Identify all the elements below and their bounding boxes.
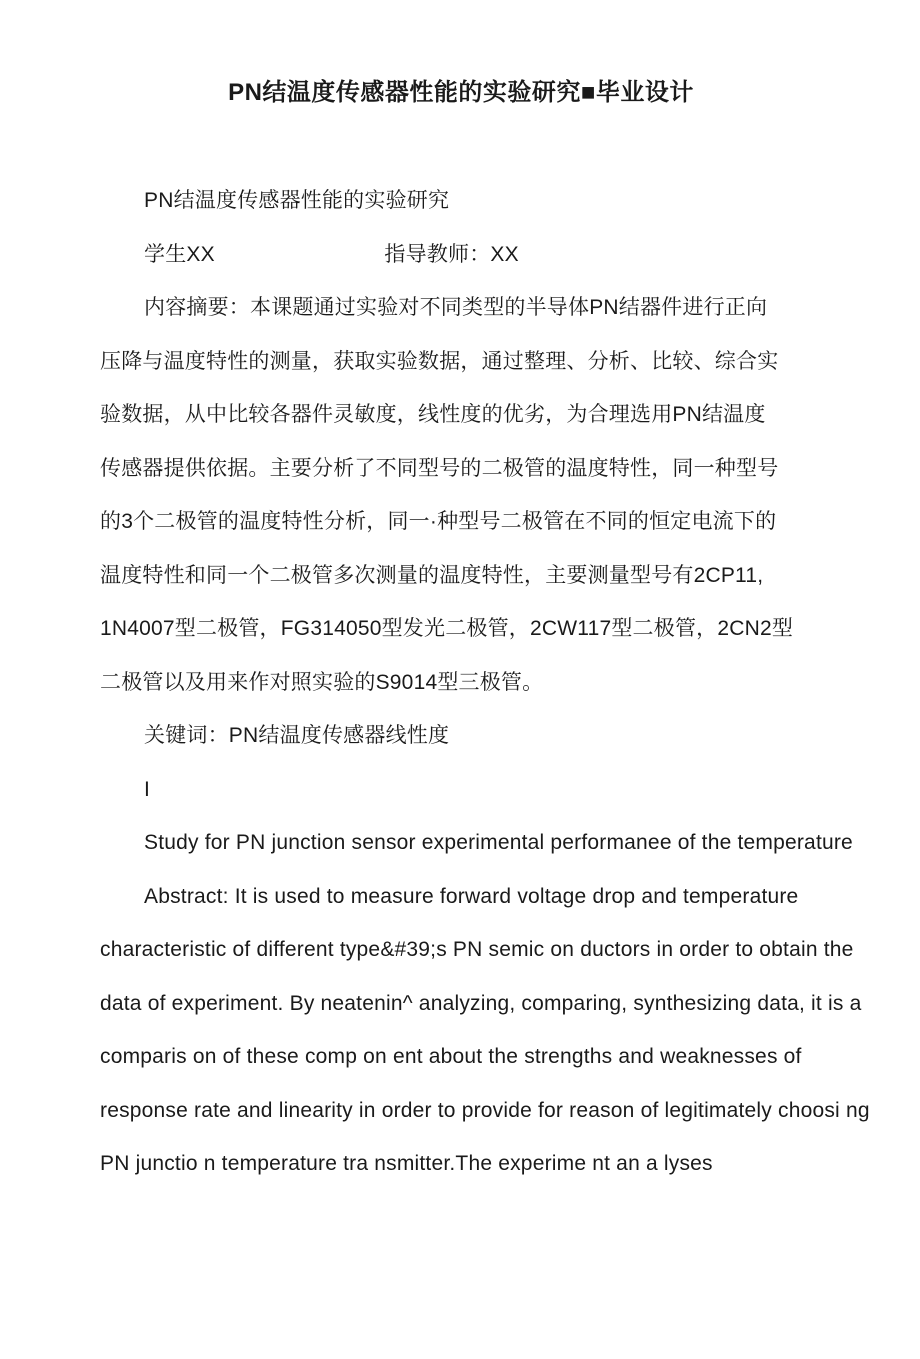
text-line-11: 关键词：PN结温度传感器线性度 — [144, 724, 450, 747]
document-title: PN结温度传感器性能的实验研究■毕业设计 — [228, 79, 694, 106]
text-line-8: 温度特性和同一个二极管多次测量的温度特性，主要测量型号有2CP11, — [100, 563, 764, 587]
text-line-15: characteristic of different type&#39;s PN semic on ductors in order to obtain the — [100, 938, 854, 961]
text-line-10: 二极管以及用来作对照实验的S9014型三极管。 — [100, 670, 544, 694]
text-line-6: 传感器提供依据。主要分析了不同型号的二极管的温度特性，同一种型号 — [100, 456, 779, 480]
text-line-19: PN junctio n temperature tra nsmitter.The experime nt an a lyses — [100, 1152, 713, 1175]
text-line-16: data of experiment. By neatenin^ analyzing, comparing, synthesizing data, it is a — [100, 991, 862, 1015]
text-line-3: 内容摘要：本课题通过实验对不同类型的半导体PN结器件进行正向 — [144, 296, 768, 319]
text-line-4: 压降与温度特性的测量，获取实验数据，通过整理、分析、比较、综合实 — [100, 349, 779, 373]
text-line-2: 学生XX 指导教师：XX — [144, 242, 519, 266]
text-line-7: 的3个二极管的温度特性分析，同一·种型号二极管在不同的恒定电流下的 — [100, 510, 777, 533]
text-line-18: response rate and linearity in order to provide for reason of legitimately choosi ng — [100, 1098, 870, 1122]
document-body — [100, 174, 870, 1191]
text-line-17: comparis on of these comp on ent about the strengths and weaknesses of — [100, 1045, 802, 1068]
text-line-13: Study for PN junction sensor experimental performanee of the temperature — [144, 831, 853, 854]
text-line-5: 验数据，从中比较各器件灵敏度，线性度的优劣，为合理选用PN结温度 — [100, 403, 766, 426]
text-line-14: Abstract: It is used to measure forward voltage drop and temperature — [144, 884, 799, 908]
text-line-9: 1N4007型二极管，FG314050型发光二极管，2CW117型二极管，2CN2型 — [100, 617, 794, 640]
text-line-1: PN结温度传感器性能的实验研究 — [144, 189, 450, 212]
text-line-12: I — [144, 777, 151, 801]
